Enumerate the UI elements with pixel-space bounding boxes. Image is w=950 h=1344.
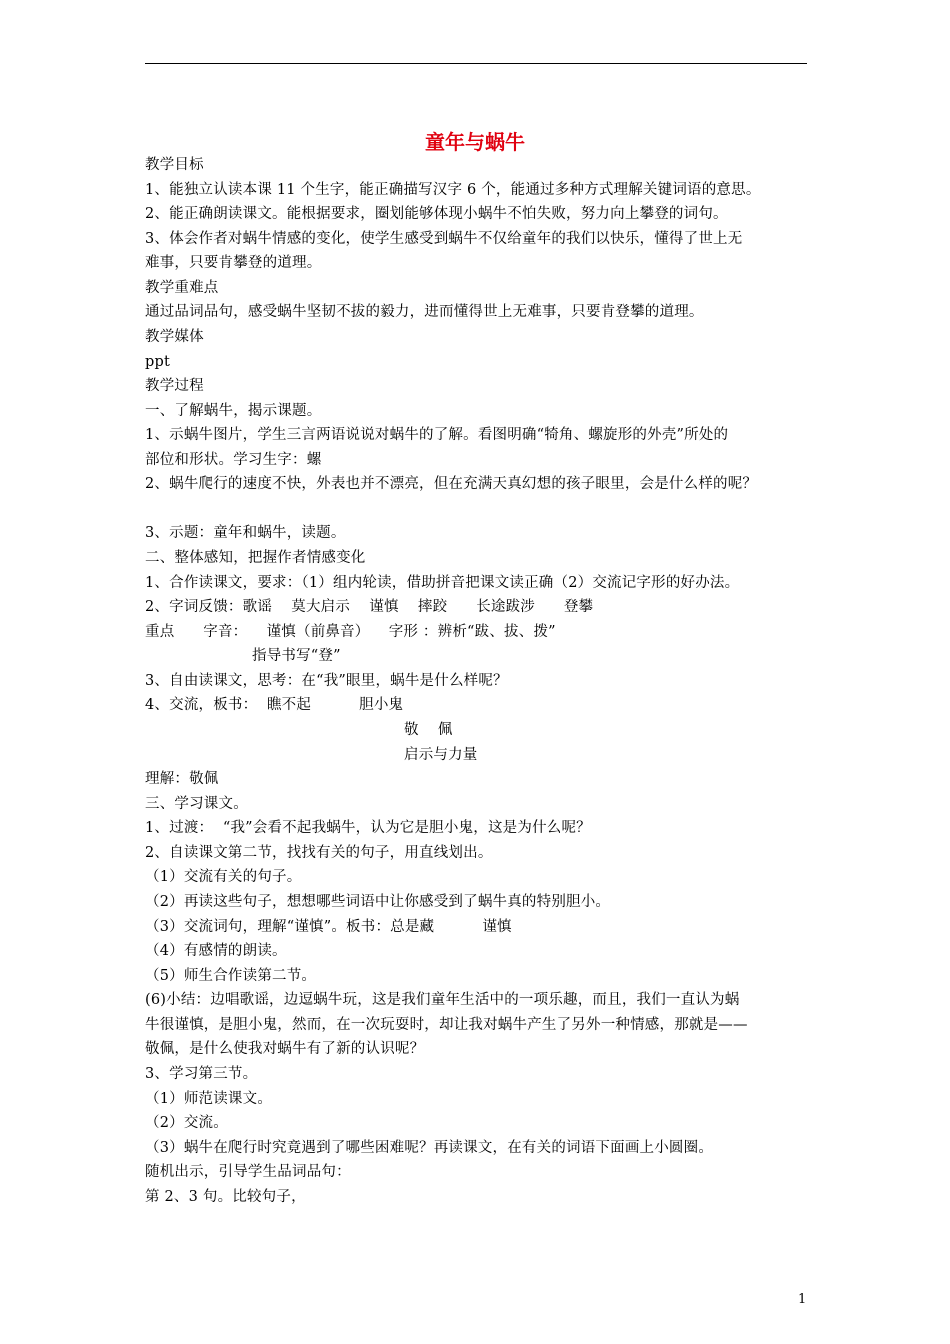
text-line: 2、字词反馈：歌谣 莫大启示 谨慎 摔跤 长途跋涉 登攀	[145, 599, 594, 615]
text-line: 重点 字音： 谨慎（前鼻音） 字形 ：辨析“跋、拔、拨”	[145, 624, 556, 640]
text-line: 1、示蜗牛图片，学生三言两语说说对蜗牛的了解。看图明确“犄角、螺旋形的外壳”所处的	[145, 427, 729, 443]
text-line: 教学重难点	[145, 280, 219, 296]
text-line: 启示与力量	[404, 747, 478, 763]
text-line: 1、能独立认读本课 11 个生字，能正确描写汉字 6 个，能通过多种方式理解关键词语的意思。	[145, 182, 761, 198]
text-line: (6)小结：边唱歌谣，边逗蜗牛玩，这是我们童年生活中的一项乐趣，而且，我们一直认为蜗	[145, 992, 740, 1008]
document-title: 童年与蜗牛	[425, 130, 525, 154]
text-line: 敬佩，是什么使我对蜗牛有了新的认识呢？	[145, 1041, 425, 1057]
text-line: 敬 佩	[404, 722, 453, 738]
text-line: 2、能正确朗读课文。能根据要求，圈划能够体现小蜗牛不怕失败，努力向上攀登的词句。	[145, 206, 728, 222]
header-rule	[145, 63, 807, 64]
text-line: 理解：敬佩	[145, 771, 219, 787]
text-line: 部位和形状。学习生字：螺	[145, 452, 322, 468]
text-line: （3）交流词句，理解“谨慎”。板书：总是藏 谨慎	[145, 919, 512, 935]
text-line: 第 2、3 句。比较句子，	[145, 1189, 306, 1205]
text-line: （3）蜗牛在爬行时究竟遇到了哪些困难呢？再读课文，在有关的词语下面画上小圆圈。	[145, 1140, 714, 1156]
text-line: 教学媒体	[145, 329, 204, 345]
text-line: 随机出示，引导学生品词品句：	[145, 1164, 351, 1180]
text-line: 三、学习课文。	[145, 796, 248, 812]
text-line: 1、过渡： “我”会看不起我蜗牛，认为它是胆小鬼，这是为什么呢？	[145, 820, 591, 836]
text-line: （2）交流。	[145, 1115, 228, 1131]
text-line: ppt	[145, 354, 170, 370]
text-line: 2、自读课文第二节，找找有关的句子，用直线划出。	[145, 845, 493, 861]
text-line: 4、交流，板书： 瞧不起 胆小鬼	[145, 697, 404, 713]
text-line: 3、示题：童年和蜗牛，读题。	[145, 525, 346, 541]
text-line: （5）师生合作读第二节。	[145, 968, 317, 984]
text-line: 难事，只要肯攀登的道理。	[145, 255, 322, 271]
text-line: 教学过程	[145, 378, 204, 394]
text-line: 一、了解蜗牛，揭示课题。	[145, 403, 322, 419]
text-line: （1）师范读课文。	[145, 1091, 273, 1107]
text-line: 通过品词品句，感受蜗牛坚韧不拔的毅力，进而懂得世上无难事，只要肯登攀的道理。	[145, 304, 704, 320]
text-line: （1）交流有关的句子。	[145, 869, 302, 885]
text-line: 二、整体感知，把握作者情感变化	[145, 550, 366, 566]
text-line: （2）再读这些句子，想想哪些词语中让你感受到了蜗牛真的特别胆小。	[145, 894, 611, 910]
text-line: 2、蜗牛爬行的速度不快，外表也并不漂亮，但在充满天真幻想的孩子眼里，会是什么样的呢？	[145, 476, 758, 492]
text-line: 3、体会作者对蜗牛情感的变化，使学生感受到蜗牛不仅给童年的我们以快乐，懂得了世上无	[145, 231, 743, 247]
text-line: 3、自由读课文，思考：在“我”眼里，蜗牛是什么样呢？	[145, 673, 508, 689]
text-line: 3、学习第三节。	[145, 1066, 258, 1082]
text-line: 教学目标	[145, 157, 204, 173]
text-line: 1、合作读课文，要求：（1）组内轮读，借助拼音把课文读正确（2）交流记字形的好办法。	[145, 575, 740, 591]
text-line: 牛很谨慎，是胆小鬼，然而，在一次玩耍时，却让我对蜗牛产生了另外一种情感，那就是——	[145, 1017, 748, 1033]
page-number: 1	[798, 1292, 807, 1307]
text-line: 指导书写“登”	[252, 648, 341, 664]
text-line: （4）有感情的朗读。	[145, 943, 287, 959]
